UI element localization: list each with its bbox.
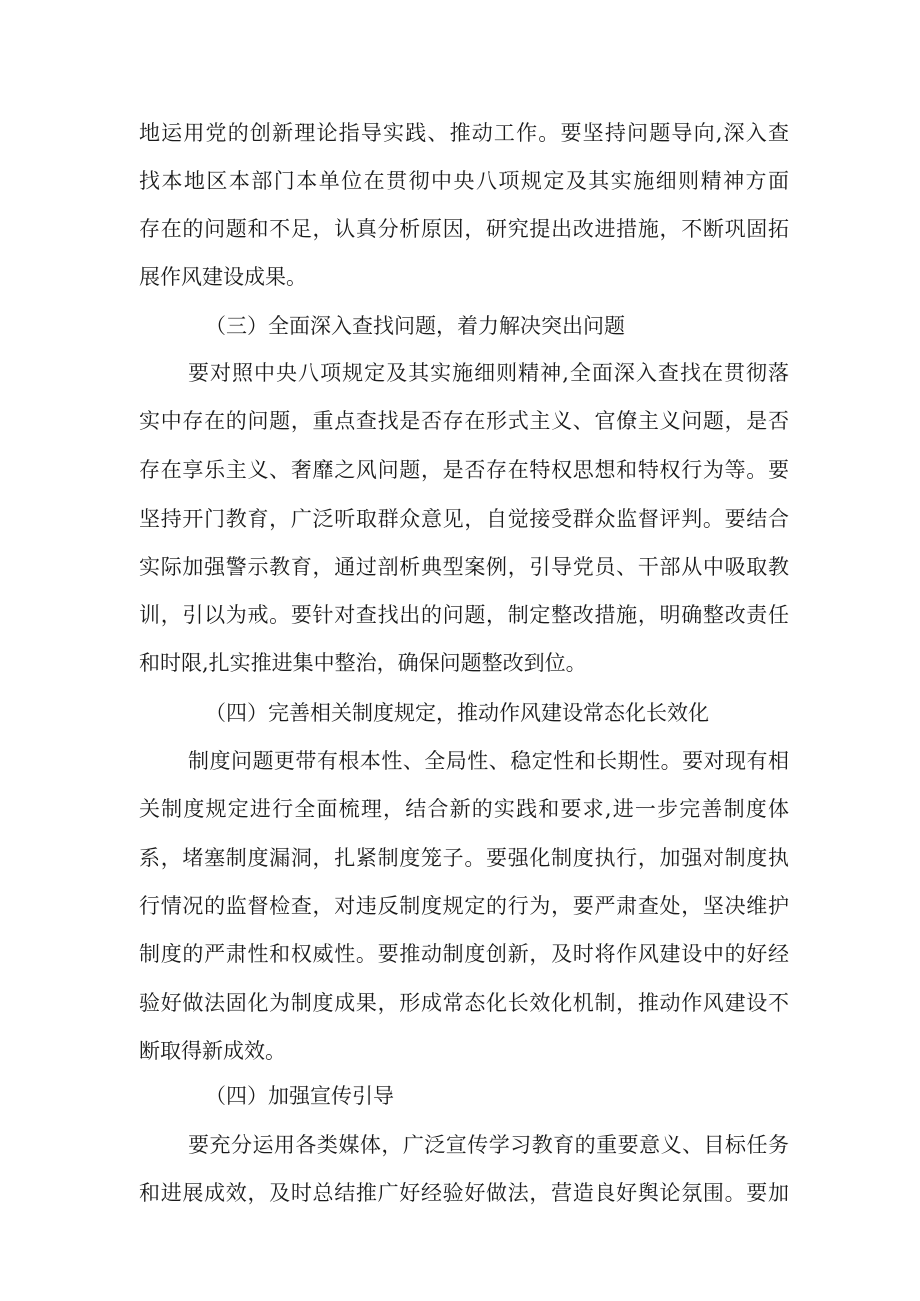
para1-line-4: 展作风建设成果。 [139, 265, 307, 289]
para3-line-5: 制度的严肃性和权威性。要推动制度创新，及时将作风建设中的好经 [139, 942, 789, 966]
para2-line-5: 实际加强警示教育，通过剖析典型案例，引导党员、干部从中吸取教 [139, 555, 789, 579]
section-heading-4b: （四）加强宣传引导 [205, 1084, 394, 1108]
para1-line-2: 找本地区本部门本单位在贯彻中央八项规定及其实施细则精神方面 [139, 169, 789, 193]
para3-line-4: 行情况的监督检查，对违反制度规定的行为，要严肃查处，坚决维护 [139, 894, 789, 918]
para3-line-1: 制度问题更带有根本性、全局性、稳定性和长期性。要对现有相 [188, 749, 789, 773]
para2-line-2: 实中存在的问题，重点查找是否存在形式主义、官僚主义问题，是否 [139, 409, 789, 433]
para3-line-6: 验好做法固化为制度成果，形成常态化长效化机制，推动作风建设不 [139, 991, 789, 1015]
para2-line-6: 训，引以为戒。要针对查找出的问题，制定整改措施，明确整改责任 [139, 603, 789, 627]
para3-line-3: 系，堵塞制度漏洞，扎紧制度笼子。要强化制度执行，加强对制度执 [139, 846, 789, 870]
para2-line-4: 坚持开门教育，广泛听取群众意见，自觉接受群众监督评判。要结合 [139, 507, 789, 531]
para2-line-1: 要对照中央八项规定及其实施细则精神,全面深入查找在贯彻落 [188, 361, 789, 385]
para4-line-1: 要充分运用各类媒体，广泛宣传学习教育的重要意义、目标任务 [188, 1133, 789, 1157]
para3-line-7: 断取得新成效。 [139, 1039, 286, 1063]
para1-line-1: 地运用党的创新理论指导实践、推动工作。要坚持问题导向,深入查 [139, 121, 789, 145]
section-heading-3: （三）全面深入查找问题，着力解决突出问题 [205, 314, 625, 338]
para2-line-7: 和时限,扎实推进集中整治，确保问题整改到位。 [139, 651, 587, 675]
section-heading-4a: （四）完善相关制度规定，推动作风建设常态化长效化 [205, 701, 709, 725]
para1-line-3: 存在的问题和不足，认真分析原因，研究提出改进措施，不断巩固拓 [139, 217, 789, 241]
para3-line-2: 关制度规定进行全面梳理，结合新的实践和要求,进一步完善制度体 [139, 797, 789, 821]
para2-line-3: 存在享乐主义、奢靡之风问题，是否存在特权思想和特权行为等。要 [139, 458, 789, 482]
para4-line-2: 和进展成效，及时总结推广好经验好做法，营造良好舆论氛围。要加 [139, 1181, 789, 1205]
